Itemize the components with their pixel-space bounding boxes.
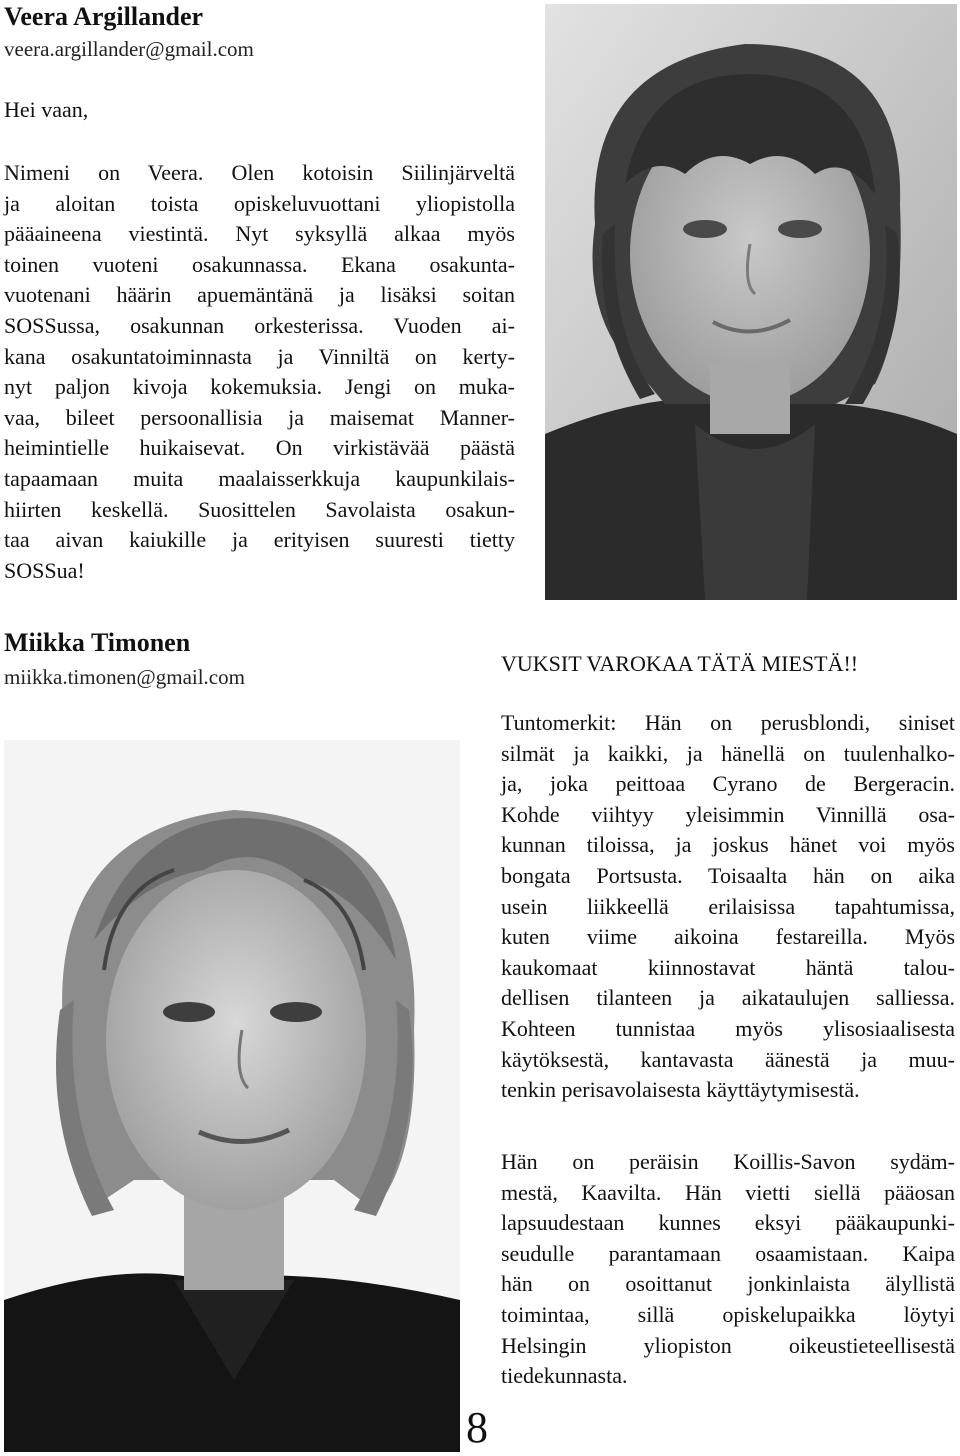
body-line: SOSSua! xyxy=(4,557,85,583)
body-line: bongata Portsusta. Toisaalta hän on aika xyxy=(501,862,955,888)
profile1-email[interactable]: veera.argillander@gmail.com xyxy=(4,37,254,61)
profile1-name: Veera Argillander xyxy=(4,2,204,31)
profile2-name: Miikka Timonen xyxy=(4,628,191,657)
body-line: vaa, bileet persoonallisia ja maisemat Manner- xyxy=(4,404,515,430)
profile2-origin xyxy=(501,1147,955,1392)
profile1-photo xyxy=(545,4,957,600)
body-line: ja, joka peittoaa Cyrano de Bergeracin. xyxy=(501,771,955,797)
profile1-greeting: Hei vaan, xyxy=(4,97,89,122)
body-line: hän on osoittanut jonkinlaista älyllistä xyxy=(501,1271,955,1297)
body-line: taa aivan kaiukille ja erityisen suuresti tietty xyxy=(4,527,515,553)
profile1-body xyxy=(4,158,515,586)
body-line: mestä, Kaavilta. Hän vietti siellä pääosan xyxy=(501,1179,955,1205)
body-line: tapaamaan muita maalaisserkkuja kaupunkilais- xyxy=(4,465,515,491)
portrait-man-image xyxy=(4,740,460,1452)
body-line: vuotenani häärin apuemäntänä ja lisäksi soitan xyxy=(4,282,515,308)
body-line: ja aloitan toista opiskeluvuottani yliopistolla xyxy=(4,190,515,216)
body-line: dellisen tilanteen ja aikataulujen salliessa. xyxy=(501,985,955,1011)
body-line: käytöksestä, kantavasta äänestä ja muu- xyxy=(501,1046,955,1072)
body-line: Nimeni on Veera. Olen kotoisin Siilinjärveltä xyxy=(4,160,515,185)
body-line: tenkin perisavolaisesta käyttäytymisestä. xyxy=(501,1077,860,1103)
body-line: Helsingin yliopiston oikeustieteellisestä xyxy=(501,1332,955,1358)
portrait-woman-image xyxy=(545,4,957,600)
profile2-photo xyxy=(4,740,460,1452)
body-line: Tuntomerkit: Hän on perusblondi, siniset xyxy=(501,710,955,735)
body-line: kuten viime aikoina festareilla. Myös xyxy=(501,924,955,950)
body-line: kunnan tiloissa, ja joskus hänet voi myös xyxy=(501,832,955,858)
profile2-description xyxy=(501,708,955,1106)
body-line: toinen vuoteni osakunnassa. Ekana osakunta- xyxy=(4,251,515,277)
body-line: hiirten keskellä. Suosittelen Savolaista osakun- xyxy=(4,496,515,522)
body-line: seudulle parantamaan osaamistaan. Kaipa xyxy=(501,1240,955,1266)
body-line: nyt paljon kivoja kokemuksia. Jengi on muka- xyxy=(4,374,515,400)
body-line: toimintaa, sillä opiskelupaikka löytyi xyxy=(501,1301,955,1327)
body-line: kaukomaat kiinnostavat häntä talou- xyxy=(501,954,955,980)
body-line: tiedekunnasta. xyxy=(501,1363,628,1389)
body-line: usein liikkeellä erilaisissa tapahtumissa, xyxy=(501,893,955,919)
body-line: SOSSussa, osakunnan orkesterissa. Vuoden ai- xyxy=(4,312,515,338)
body-line: silmät ja kaikki, ja hänellä on tuulenhalko- xyxy=(501,740,955,766)
body-line: heimintielle huikaisevat. On virkistävää päästä xyxy=(4,435,515,461)
profile2-warning: VUKSIT VAROKAA TÄTÄ MIESTÄ!! xyxy=(501,651,859,676)
body-line: Hän on peräisin Koillis-Savon sydäm- xyxy=(501,1149,955,1174)
page-number: 8 xyxy=(466,1403,488,1452)
body-line: Kohteen tunnistaa myös ylisosiaalisesta xyxy=(501,1015,955,1041)
body-line: kana osakuntatoiminnasta ja Vinniltä on kerty- xyxy=(4,343,515,369)
body-line: pääaineena viestintä. Nyt syksyllä alkaa myös xyxy=(4,221,515,247)
body-line: Kohde viihtyy yleisimmin Vinnillä osa- xyxy=(501,801,955,827)
body-line: lapsuudestaan kunnes eksyi pääkaupunki- xyxy=(501,1210,955,1236)
profile2-email[interactable]: miikka.timonen@gmail.com xyxy=(4,665,245,689)
